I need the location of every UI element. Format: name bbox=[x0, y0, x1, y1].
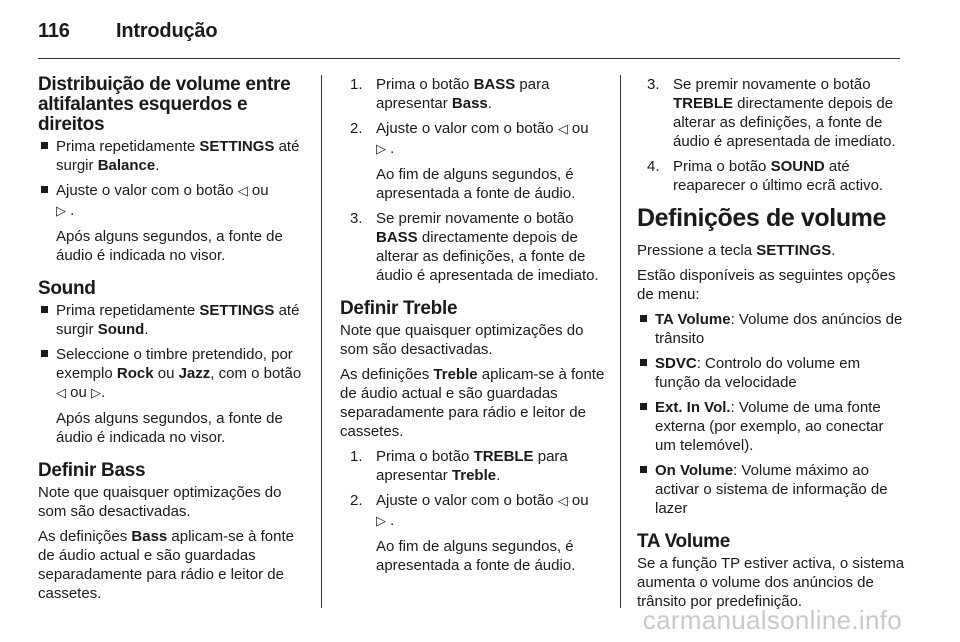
section-heading-sound: Sound bbox=[38, 278, 96, 299]
section-heading-balance: Distribuição de volume entre altifalantes esquerdos e direitos bbox=[38, 74, 291, 135]
menu-option-item: Ext. In Vol.: Volume de uma fonte externa (por exemplo, ao conectar um telemóvel). bbox=[637, 398, 907, 455]
step-note: Ao fim de alguns segundos, é apresentada a fonte de áudio. bbox=[376, 166, 576, 202]
section-heading-ta-volume: TA Volume bbox=[637, 531, 731, 552]
arrow-left-icon: ◁ bbox=[557, 494, 568, 509]
numbered-step: 1. Prima o botão TREBLE para apresentar Treble. bbox=[350, 448, 568, 484]
menu-option-item: On Volume: Volume máximo ao activar o sistema de informação de lazer bbox=[637, 461, 907, 518]
paragraph: Note que quaisquer optimizações do som são desactivadas. bbox=[340, 322, 584, 358]
arrow-left-icon: ◁ bbox=[557, 122, 568, 137]
column-2 bbox=[340, 75, 612, 581]
numbered-step: 3. Se premir novamente o botão BASS directamente depois de alterar as definições, a fonte de áudio é apresentada de imediato. bbox=[350, 210, 599, 284]
paragraph: As definições Treble aplicam-se à fonte de áudio actual e são guardadas separadamente para rádio e leitor de cassetes. bbox=[340, 366, 605, 440]
bullet-note: Após alguns segundos, a fonte de áudio é indicada no visor. bbox=[56, 410, 283, 446]
numbered-step: 1. Prima o botão BASS para apresentar Bass. bbox=[350, 76, 550, 112]
menu-option-item: SDVC: Controlo do volume em função da velocidade bbox=[637, 354, 907, 392]
paragraph: Note que quaisquer optimizações do som são desactivadas. bbox=[38, 484, 282, 520]
step-note: Ao fim de alguns segundos, é apresentada a fonte de áudio. bbox=[376, 538, 576, 574]
header-rule bbox=[38, 58, 900, 59]
numbered-step: 3. Se premir novamente o botão TREBLE directamente depois de alterar as definições, a fonte de áudio é apresentada de imediato. bbox=[647, 76, 896, 150]
page-header bbox=[38, 20, 217, 43]
arrow-right-icon: ▷ bbox=[56, 204, 66, 219]
numbered-step: 4. Prima o botão SOUND até reaparecer o último ecrã activo. bbox=[647, 158, 884, 194]
menu-option-item: TA Volume: Volume dos anúncios de trânsito bbox=[637, 310, 907, 348]
section-heading-treble: Definir Treble bbox=[340, 298, 458, 319]
page-title: Introdução bbox=[116, 20, 218, 42]
page-number: 116 bbox=[38, 20, 70, 42]
paragraph: Estão disponíveis as seguintes opções de menu: bbox=[637, 267, 896, 303]
paragraph: Se a função TP estiver activa, o sistema aumenta o volume dos anúncios de trânsito por predefinição. bbox=[637, 555, 905, 610]
bullet-item: Prima repetidamente SETTINGS até surgir Sound. bbox=[38, 301, 310, 339]
section-heading-bass: Definir Bass bbox=[38, 460, 146, 481]
bullet-item: Prima repetidamente SETTINGS até surgir Balance. bbox=[38, 137, 310, 175]
column-3 bbox=[637, 75, 907, 617]
section-heading-volume: Definições de volume bbox=[637, 204, 887, 232]
arrow-right-icon: ▷ bbox=[376, 142, 386, 157]
bullet-item: Seleccione o timbre pretendido, por exemplo Rock ou Jazz, com o botão ◁ ou ▷. bbox=[38, 345, 310, 403]
paragraph: As definições Bass aplicam-se à fonte de áudio actual e são guardadas separadamente para rádio e leitor de cassetes. bbox=[38, 528, 294, 602]
numbered-step: 2. Ajuste o valor com o botão ◁ ou ▷ . bbox=[350, 120, 589, 157]
paragraph: Pressione a tecla SETTINGS. bbox=[637, 242, 836, 259]
arrow-right-icon: ▷ bbox=[91, 386, 102, 401]
bullet-note: Após alguns segundos, a fonte de áudio é indicada no visor. bbox=[56, 228, 283, 264]
column-divider bbox=[321, 75, 322, 608]
bullet-item: Ajuste o valor com o botão ◁ ou ▷ . bbox=[38, 181, 310, 221]
arrow-left-icon: ◁ bbox=[237, 184, 248, 199]
column-divider bbox=[620, 75, 621, 608]
arrow-right-icon: ▷ bbox=[376, 514, 386, 529]
watermark: carmanualsonline.info bbox=[642, 605, 902, 635]
column-1 bbox=[38, 75, 310, 609]
numbered-step: 2. Ajuste o valor com o botão ◁ ou ▷ . bbox=[350, 492, 589, 529]
arrow-left-icon: ◁ bbox=[56, 386, 66, 401]
